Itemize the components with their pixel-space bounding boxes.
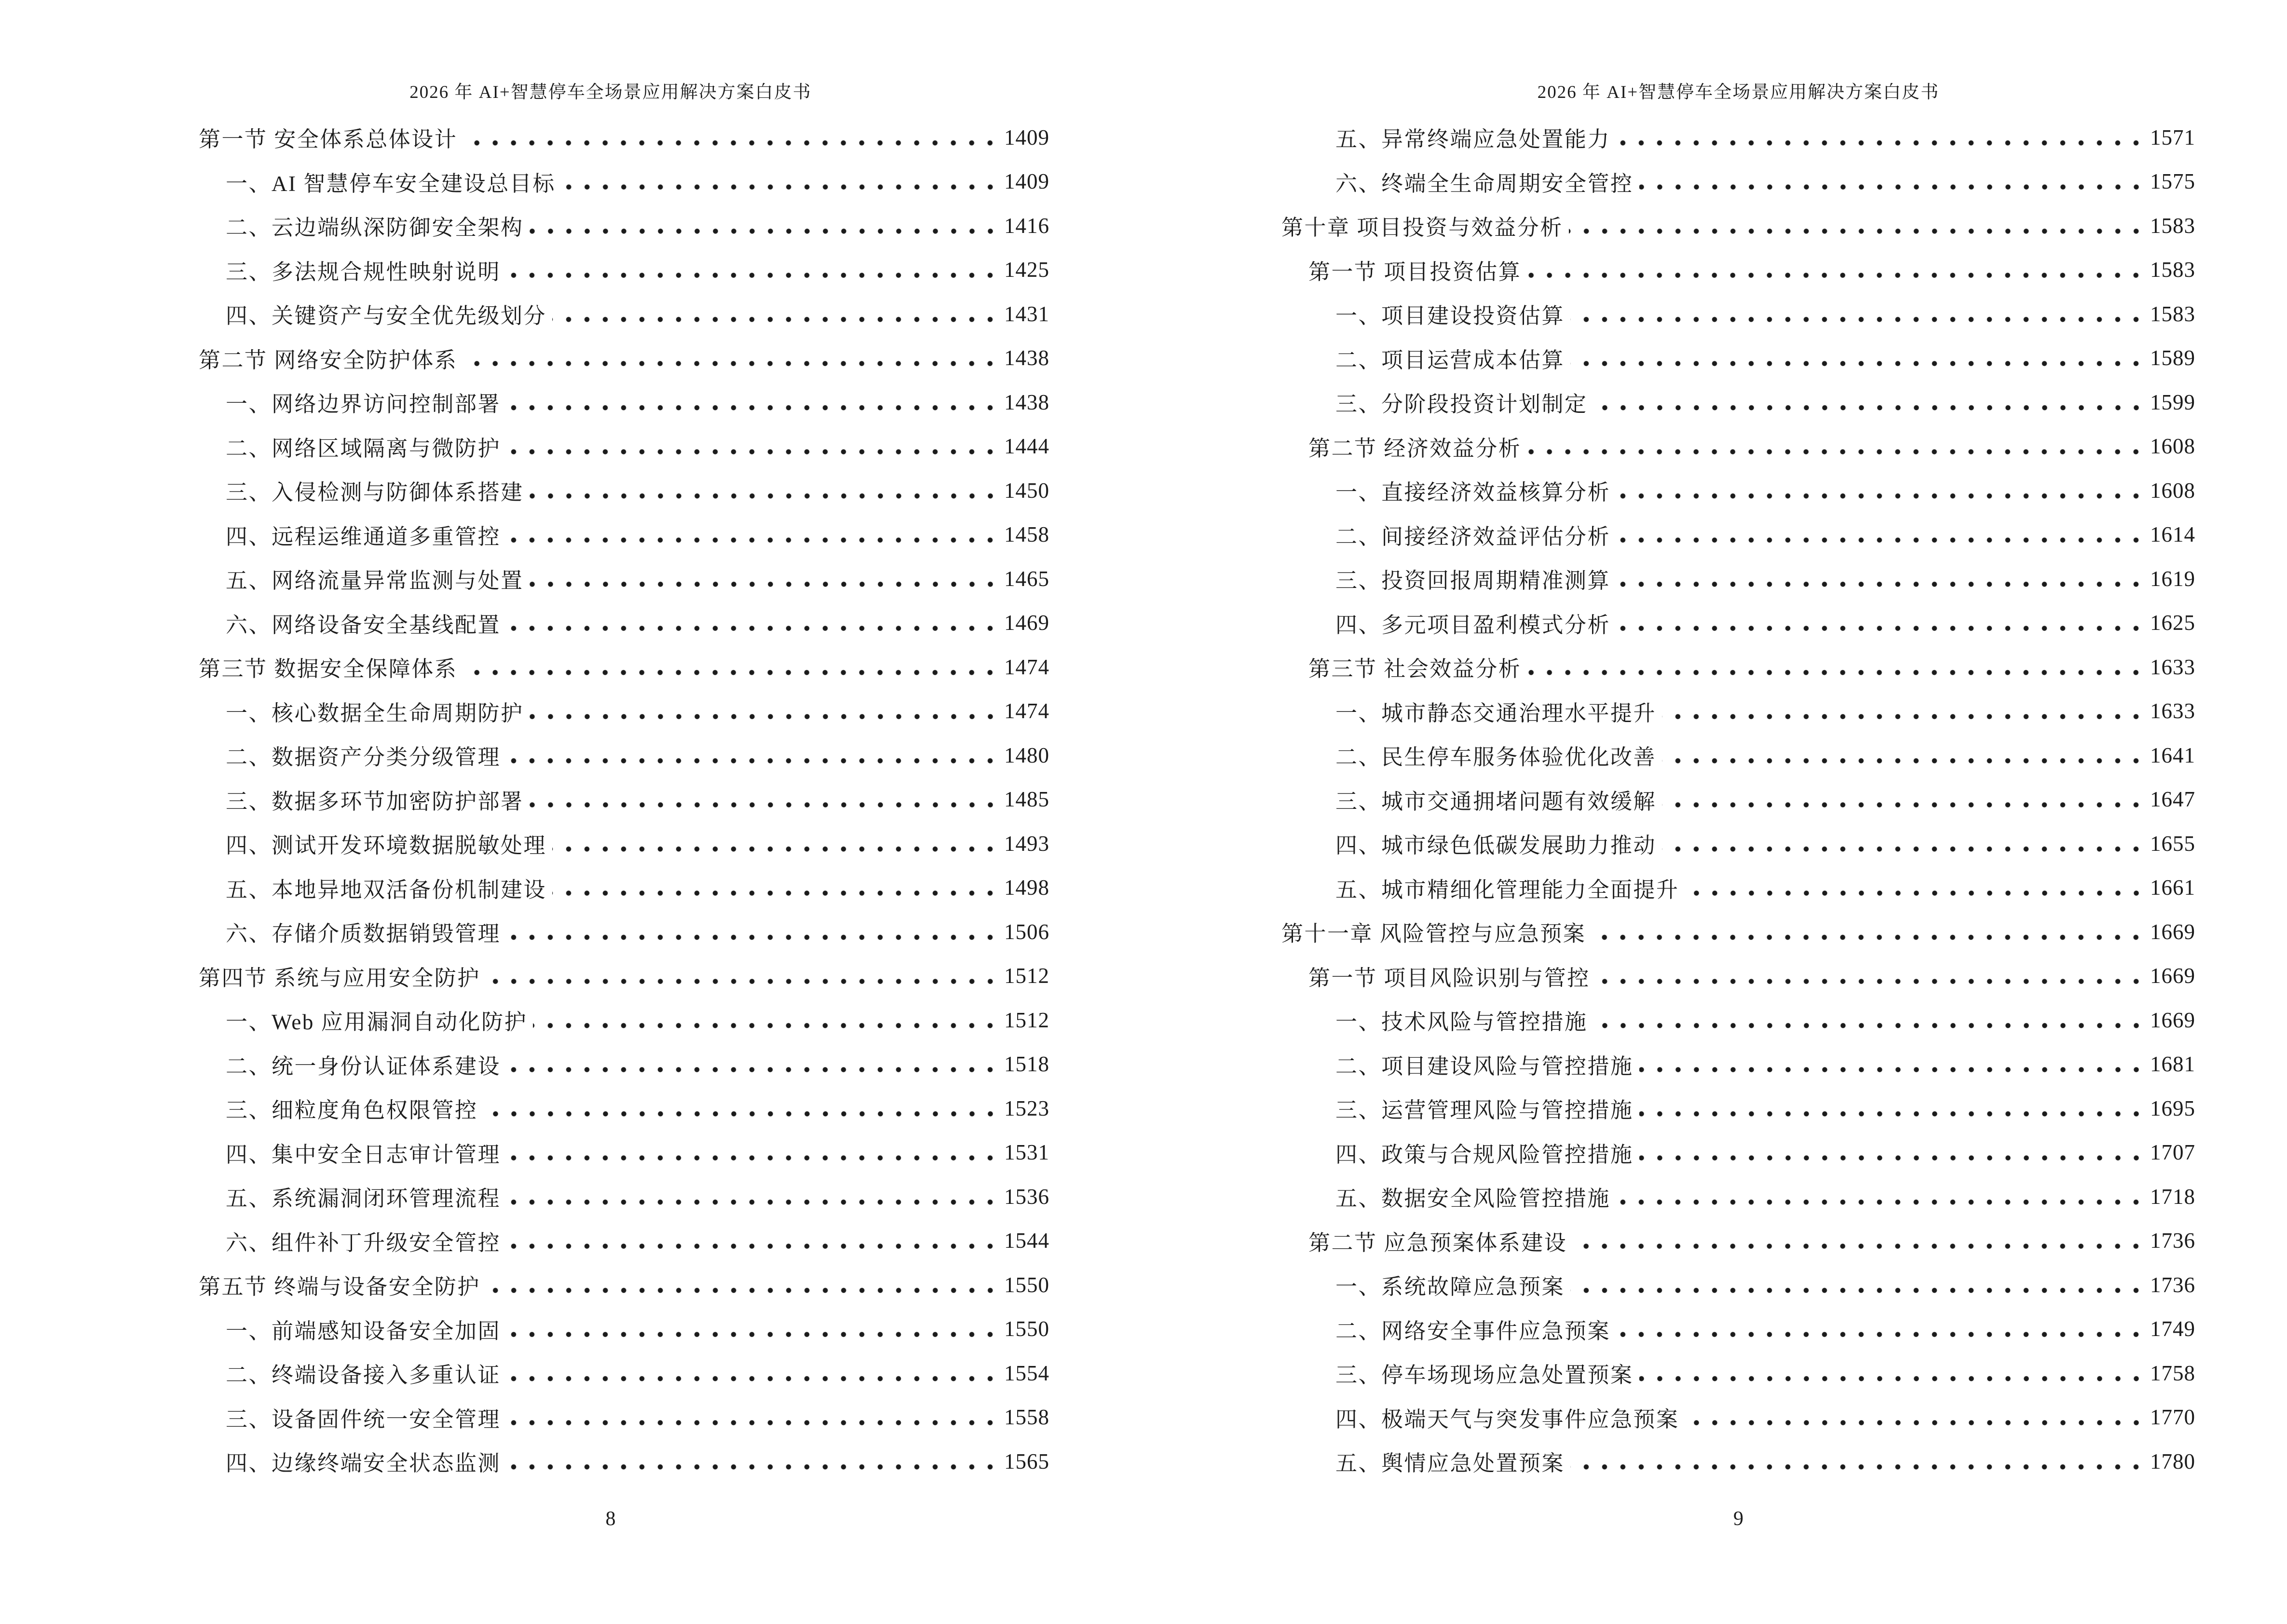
toc-entry-page-number: 1583 <box>2150 258 2195 282</box>
toc-entry-title: 一、技术风险与管控措施 <box>1335 1010 1588 1035</box>
dot-leader <box>463 645 999 689</box>
dot-leader <box>1527 424 2145 469</box>
toc-entry-page-number: 1550 <box>1004 1317 1049 1341</box>
dot-leader <box>1639 1086 2145 1131</box>
dot-leader <box>506 1395 999 1440</box>
dot-leader <box>552 866 999 910</box>
toc-entry-title: 三、停车场现场应急处置预案 <box>1335 1363 1634 1388</box>
footer-page-number: 8 <box>605 1508 616 1530</box>
toc-entry-page-number: 1558 <box>1004 1405 1049 1430</box>
toc-entry-title: 第一节 安全体系总体设计 <box>199 127 458 152</box>
dot-leader <box>506 1219 999 1263</box>
toc-entry-page-number: 1770 <box>2150 1405 2195 1430</box>
toc-entry-title: 一、Web 应用漏洞自动化防护 <box>226 1010 528 1035</box>
toc-entry-title: 一、城市静态交通治理水平提升 <box>1335 701 1657 725</box>
toc-entry[interactable] <box>1281 424 2195 469</box>
toc-entry-title: 二、统一身份认证体系建设 <box>226 1054 501 1078</box>
dot-leader <box>1527 248 2145 292</box>
toc-entry[interactable] <box>172 468 1049 513</box>
toc-entry-title: 三、设备固件统一安全管理 <box>226 1407 501 1432</box>
dot-leader <box>506 601 999 645</box>
dot-leader <box>506 424 999 469</box>
toc-entry[interactable] <box>172 689 1049 734</box>
dot-leader <box>506 1307 999 1351</box>
dot-leader <box>1685 1395 2145 1440</box>
toc-entry-page-number: 1465 <box>1004 566 1049 591</box>
toc-entry[interactable] <box>172 1263 1049 1307</box>
toc-entry-title: 二、数据资产分类分级管理 <box>226 745 501 770</box>
dot-leader <box>1593 380 2145 424</box>
toc-entry[interactable] <box>172 292 1049 336</box>
dot-leader <box>530 468 999 513</box>
dot-leader <box>530 204 999 248</box>
dot-leader <box>506 1131 999 1175</box>
toc-entry[interactable] <box>172 1174 1049 1219</box>
dot-leader <box>1685 866 2145 910</box>
toc-entry[interactable] <box>1281 1219 2195 1263</box>
dot-leader <box>506 910 999 954</box>
toc-entry-page-number: 1554 <box>1004 1361 1049 1385</box>
dot-leader <box>506 1174 999 1219</box>
toc-entry-title: 二、项目运营成本估算 <box>1335 348 1565 372</box>
toc-entry[interactable] <box>172 1395 1049 1440</box>
toc-entry-page-number: 1512 <box>1004 1008 1049 1032</box>
toc-entry-title: 一、项目建设投资估算 <box>1335 304 1565 328</box>
toc-entry[interactable] <box>1281 336 2195 381</box>
toc-entry-page-number: 1493 <box>1004 831 1049 856</box>
toc-entry-title: 三、入侵检测与防御体系搭建 <box>226 480 524 505</box>
toc-entry-title: 一、AI 智慧停车安全建设总目标 <box>226 171 556 196</box>
toc-entry[interactable] <box>172 1307 1049 1351</box>
dot-leader <box>1570 292 2145 336</box>
toc-entry-title: 二、网络区域隔离与微防护 <box>226 436 501 461</box>
toc-entry-page-number: 1416 <box>1004 213 1049 238</box>
toc-entry[interactable] <box>1281 1131 2195 1175</box>
dot-leader <box>1639 1351 2145 1395</box>
dot-leader <box>484 1086 999 1131</box>
dot-leader <box>530 778 999 822</box>
toc-entry[interactable] <box>1281 1263 2195 1307</box>
toc-entry-title: 一、系统故障应急预案 <box>1335 1275 1565 1299</box>
toc-entry[interactable] <box>172 1351 1049 1395</box>
toc-entry[interactable] <box>172 821 1049 866</box>
toc-entry-title: 五、异常终端应急处置能力 <box>1335 127 1611 152</box>
toc-entry-page-number: 1608 <box>2150 434 2195 459</box>
dot-leader <box>552 821 999 866</box>
dot-leader <box>463 336 999 381</box>
dot-leader <box>1570 1263 2145 1307</box>
toc-entry[interactable] <box>1281 601 2195 645</box>
toc-entry-title: 一、前端感知设备安全加固 <box>226 1319 501 1343</box>
toc-entry[interactable] <box>1281 645 2195 689</box>
toc-entry[interactable] <box>1281 733 2195 778</box>
toc-entry-page-number: 1523 <box>1004 1096 1049 1120</box>
toc-entry-page-number: 1409 <box>1004 169 1049 194</box>
toc-entry[interactable] <box>1281 954 2195 998</box>
toc-entry[interactable] <box>172 248 1049 292</box>
toc-entry-page-number: 1661 <box>2150 875 2195 900</box>
toc-entry-title: 四、政策与合规风险管控措施 <box>1335 1142 1634 1167</box>
toc-entry[interactable] <box>172 910 1049 954</box>
dot-leader <box>506 1042 999 1087</box>
toc-entry-page-number: 1641 <box>2150 743 2195 767</box>
toc-entry-page-number: 1647 <box>2150 787 2195 812</box>
toc-entry[interactable] <box>172 424 1049 469</box>
toc-entry[interactable] <box>1281 1042 2195 1087</box>
page-right <box>1144 0 2287 1624</box>
toc-entry[interactable] <box>1281 248 2195 292</box>
dot-leader <box>1570 1439 2145 1484</box>
toc-entry[interactable] <box>172 954 1049 998</box>
toc-entry-page-number: 1669 <box>2150 919 2195 944</box>
toc-entry-title: 四、多元项目盈利模式分析 <box>1335 613 1611 637</box>
toc-entry-title: 一、网络边界访问控制部署 <box>226 392 501 417</box>
toc-entry[interactable] <box>172 645 1049 689</box>
toc-entry-title: 六、网络设备安全基线配置 <box>226 613 501 637</box>
toc-entry-page-number: 1758 <box>2150 1361 2195 1385</box>
toc-entry-title: 五、城市精细化管理能力全面提升 <box>1335 877 1679 902</box>
toc-entry-page-number: 1695 <box>2150 1096 2195 1120</box>
toc-entry-title: 一、直接经济效益核算分析 <box>1335 480 1611 505</box>
toc-entry-title: 三、多法规合规性映射说明 <box>226 259 501 284</box>
toc-entry-title: 二、间接经济效益评估分析 <box>1335 524 1611 549</box>
toc-entry[interactable] <box>1281 115 2195 160</box>
dot-leader <box>463 115 999 160</box>
page-header <box>1281 77 2195 103</box>
toc-entry[interactable] <box>1281 1395 2195 1440</box>
toc-entry-page-number: 1707 <box>2150 1140 2195 1165</box>
toc-entry-page-number: 1531 <box>1004 1140 1049 1165</box>
dot-leader <box>1573 1219 2145 1263</box>
dot-leader <box>1593 998 2145 1042</box>
toc-entry-page-number: 1506 <box>1004 919 1049 944</box>
toc-entry[interactable] <box>1281 468 2195 513</box>
toc-entry-page-number: 1589 <box>2150 346 2195 370</box>
toc-entry-title: 第二节 网络安全防护体系 <box>199 348 458 372</box>
toc-entry-page-number: 1780 <box>2150 1449 2195 1474</box>
toc-entry-title: 一、核心数据全生命周期防护 <box>226 701 524 725</box>
toc-entry[interactable] <box>172 380 1049 424</box>
toc-list <box>1281 115 2195 1484</box>
toc-entry[interactable] <box>172 601 1049 645</box>
toc-entry[interactable] <box>172 557 1049 601</box>
toc-entry-page-number: 1669 <box>2150 964 2195 988</box>
toc-entry-title: 四、集中安全日志审计管理 <box>226 1142 501 1167</box>
toc-entry-page-number: 1550 <box>1004 1272 1049 1297</box>
dot-leader <box>1616 557 2145 601</box>
dot-leader <box>506 1351 999 1395</box>
toc-entry[interactable] <box>1281 557 2195 601</box>
toc-entry-title: 第四节 系统与应用安全防护 <box>199 966 480 990</box>
toc-entry-title: 四、边缘终端安全状态监测 <box>226 1451 501 1476</box>
dot-leader <box>1662 778 2145 822</box>
toc-entry-title: 三、分阶段投资计划制定 <box>1335 392 1588 417</box>
toc-entry[interactable] <box>1281 204 2195 248</box>
toc-entry-page-number: 1450 <box>1004 478 1049 503</box>
toc-entry[interactable] <box>1281 380 2195 424</box>
toc-entry-title: 五、系统漏洞闭环管理流程 <box>226 1187 501 1211</box>
toc-entry[interactable] <box>172 513 1049 557</box>
toc-entry[interactable] <box>1281 1351 2195 1395</box>
toc-entry-page-number: 1614 <box>2150 522 2195 547</box>
dot-leader <box>1616 468 2145 513</box>
page-number-footer <box>172 1507 1049 1530</box>
toc-entry-page-number: 1736 <box>2150 1272 2195 1297</box>
toc-entry[interactable] <box>172 778 1049 822</box>
toc-entry-title: 三、城市交通拥堵问题有效缓解 <box>1335 789 1657 814</box>
toc-entry-title: 六、组件补丁升级安全管控 <box>226 1230 501 1255</box>
dot-leader <box>486 954 999 998</box>
toc-entry[interactable] <box>172 204 1049 248</box>
dot-leader <box>1662 689 2145 734</box>
toc-list <box>172 115 1049 1484</box>
toc-entry-page-number: 1749 <box>2150 1317 2195 1341</box>
toc-entry-page-number: 1571 <box>2150 125 2195 150</box>
dot-leader <box>1527 645 2145 689</box>
toc-entry-page-number: 1474 <box>1004 699 1049 723</box>
toc-entry[interactable] <box>172 866 1049 910</box>
toc-entry[interactable] <box>1281 821 2195 866</box>
toc-entry-title: 第十一章 风险管控与应急预案 <box>1281 922 1586 946</box>
toc-entry-page-number: 1583 <box>2150 301 2195 326</box>
toc-entry-title: 第三节 社会效益分析 <box>1308 657 1522 682</box>
dot-leader <box>506 380 999 424</box>
toc-entry-page-number: 1599 <box>2150 390 2195 414</box>
toc-entry-page-number: 1469 <box>1004 611 1049 635</box>
dot-leader <box>561 160 999 204</box>
dot-leader <box>530 557 999 601</box>
toc-entry-title: 四、远程运维通道多重管控 <box>226 524 501 549</box>
toc-entry[interactable] <box>1281 1086 2195 1131</box>
toc-entry-page-number: 1536 <box>1004 1184 1049 1209</box>
toc-entry-title: 二、民生停车服务体验优化改善 <box>1335 745 1657 770</box>
toc-entry[interactable] <box>172 1131 1049 1175</box>
toc-entry[interactable] <box>172 1219 1049 1263</box>
toc-entry-title: 五、舆情应急处置预案 <box>1335 1451 1565 1476</box>
dot-leader <box>1596 954 2145 998</box>
toc-entry[interactable] <box>172 1086 1049 1131</box>
dot-leader <box>1570 336 2145 381</box>
header-title: 2026 年 AI+智慧停车全场景应用解决方案白皮书 <box>1537 82 1940 102</box>
toc-entry-page-number: 1565 <box>1004 1449 1049 1474</box>
dot-leader <box>1616 115 2145 160</box>
toc-entry-title: 第五节 终端与设备安全防护 <box>199 1275 480 1299</box>
toc-entry[interactable] <box>1281 1439 2195 1484</box>
toc-entry-title: 第一节 项目风险识别与管控 <box>1308 966 1590 990</box>
toc-entry[interactable] <box>1281 513 2195 557</box>
toc-entry-title: 四、关键资产与安全优先级划分 <box>226 304 547 328</box>
toc-entry-title: 五、网络流量异常监测与处置 <box>226 569 524 593</box>
dot-leader <box>1616 601 2145 645</box>
toc-entry-page-number: 1431 <box>1004 301 1049 326</box>
footer-page-number: 9 <box>1733 1508 1743 1530</box>
toc-entry-page-number: 1438 <box>1004 390 1049 414</box>
dot-leader <box>506 733 999 778</box>
toc-entry-page-number: 1458 <box>1004 522 1049 547</box>
dot-leader <box>506 513 999 557</box>
toc-entry-page-number: 1474 <box>1004 655 1049 679</box>
toc-entry-title: 第二节 经济效益分析 <box>1308 436 1522 461</box>
toc-entry-title: 六、存储介质数据销毁管理 <box>226 922 501 946</box>
toc-entry-title: 第三节 数据安全保障体系 <box>199 657 458 682</box>
toc-entry-page-number: 1619 <box>2150 566 2195 591</box>
dot-leader <box>530 689 999 734</box>
toc-entry-title: 第一节 项目投资估算 <box>1308 259 1522 284</box>
dot-leader <box>1616 513 2145 557</box>
toc-entry-title: 四、测试开发环境数据脱敏处理 <box>226 833 547 858</box>
toc-entry[interactable] <box>172 1439 1049 1484</box>
dot-leader <box>533 998 999 1042</box>
dot-leader <box>506 248 999 292</box>
dot-leader <box>1592 910 2145 954</box>
dot-leader <box>1616 1174 2145 1219</box>
toc-entry[interactable] <box>1281 160 2195 204</box>
toc-entry-title: 第十章 项目投资与效益分析 <box>1281 216 1563 240</box>
toc-entry-title: 三、数据多环节加密防护部署 <box>226 789 524 814</box>
dot-leader <box>486 1263 999 1307</box>
dot-leader <box>1616 1307 2145 1351</box>
toc-entry[interactable] <box>1281 778 2195 822</box>
toc-entry-title: 二、云边端纵深防御安全架构 <box>226 216 524 240</box>
toc-entry-page-number: 1425 <box>1004 258 1049 282</box>
toc-entry-page-number: 1409 <box>1004 125 1049 150</box>
dot-leader <box>1569 204 2145 248</box>
toc-entry-page-number: 1625 <box>2150 611 2195 635</box>
toc-entry-title: 第二节 应急预案体系建设 <box>1308 1230 1567 1255</box>
toc-entry-title: 三、细粒度角色权限管控 <box>226 1098 478 1123</box>
toc-entry-page-number: 1681 <box>2150 1052 2195 1077</box>
toc-entry-title: 四、极端天气与突发事件应急预案 <box>1335 1407 1679 1432</box>
toc-entry[interactable] <box>1281 689 2195 734</box>
toc-entry-title: 六、终端全生命周期安全管控 <box>1335 171 1634 196</box>
dot-leader <box>1639 160 2145 204</box>
toc-entry-page-number: 1498 <box>1004 875 1049 900</box>
toc-entry-page-number: 1485 <box>1004 787 1049 812</box>
toc-entry-page-number: 1669 <box>2150 1008 2195 1032</box>
toc-entry-title: 二、终端设备接入多重认证 <box>226 1363 501 1388</box>
toc-entry-title: 三、投资回报周期精准测算 <box>1335 569 1611 593</box>
dot-leader <box>1639 1042 2145 1087</box>
page-header <box>172 77 1049 103</box>
toc-entry-title: 三、运营管理风险与管控措施 <box>1335 1098 1634 1123</box>
toc-entry[interactable] <box>172 336 1049 381</box>
toc-entry-title: 五、数据安全风险管控措施 <box>1335 1187 1611 1211</box>
toc-entry[interactable] <box>1281 1307 2195 1351</box>
toc-entry-page-number: 1575 <box>2150 169 2195 194</box>
dot-leader <box>1662 821 2145 866</box>
header-title: 2026 年 AI+智慧停车全场景应用解决方案白皮书 <box>409 82 812 102</box>
toc-entry[interactable] <box>1281 292 2195 336</box>
toc-entry-page-number: 1512 <box>1004 964 1049 988</box>
toc-entry[interactable] <box>172 115 1049 160</box>
toc-entry[interactable] <box>1281 998 2195 1042</box>
toc-entry-page-number: 1736 <box>2150 1228 2195 1253</box>
toc-entry-page-number: 1633 <box>2150 655 2195 679</box>
toc-entry-title: 四、城市绿色低碳发展助力推动 <box>1335 833 1657 858</box>
toc-entry-page-number: 1655 <box>2150 831 2195 856</box>
page-number-footer <box>1281 1507 2195 1530</box>
toc-entry[interactable] <box>172 998 1049 1042</box>
dot-leader <box>1639 1131 2145 1175</box>
toc-entry-page-number: 1544 <box>1004 1228 1049 1253</box>
dot-leader <box>552 292 999 336</box>
toc-entry-page-number: 1518 <box>1004 1052 1049 1077</box>
toc-entry[interactable] <box>172 160 1049 204</box>
toc-entry[interactable] <box>1281 910 2195 954</box>
toc-entry-page-number: 1480 <box>1004 743 1049 767</box>
toc-entry[interactable] <box>1281 866 2195 910</box>
toc-entry-page-number: 1444 <box>1004 434 1049 459</box>
toc-entry-page-number: 1633 <box>2150 699 2195 723</box>
toc-entry-title: 五、本地异地双活备份机制建设 <box>226 877 547 902</box>
toc-entry[interactable] <box>1281 1174 2195 1219</box>
dot-leader <box>1662 733 2145 778</box>
toc-entry-title: 二、网络安全事件应急预案 <box>1335 1319 1611 1343</box>
toc-entry-title: 二、项目建设风险与管控措施 <box>1335 1054 1634 1078</box>
toc-entry[interactable] <box>172 733 1049 778</box>
toc-entry-page-number: 1583 <box>2150 213 2195 238</box>
toc-entry[interactable] <box>172 1042 1049 1087</box>
toc-entry-page-number: 1718 <box>2150 1184 2195 1209</box>
dot-leader <box>506 1439 999 1484</box>
toc-entry-page-number: 1608 <box>2150 478 2195 503</box>
toc-entry-page-number: 1438 <box>1004 346 1049 370</box>
